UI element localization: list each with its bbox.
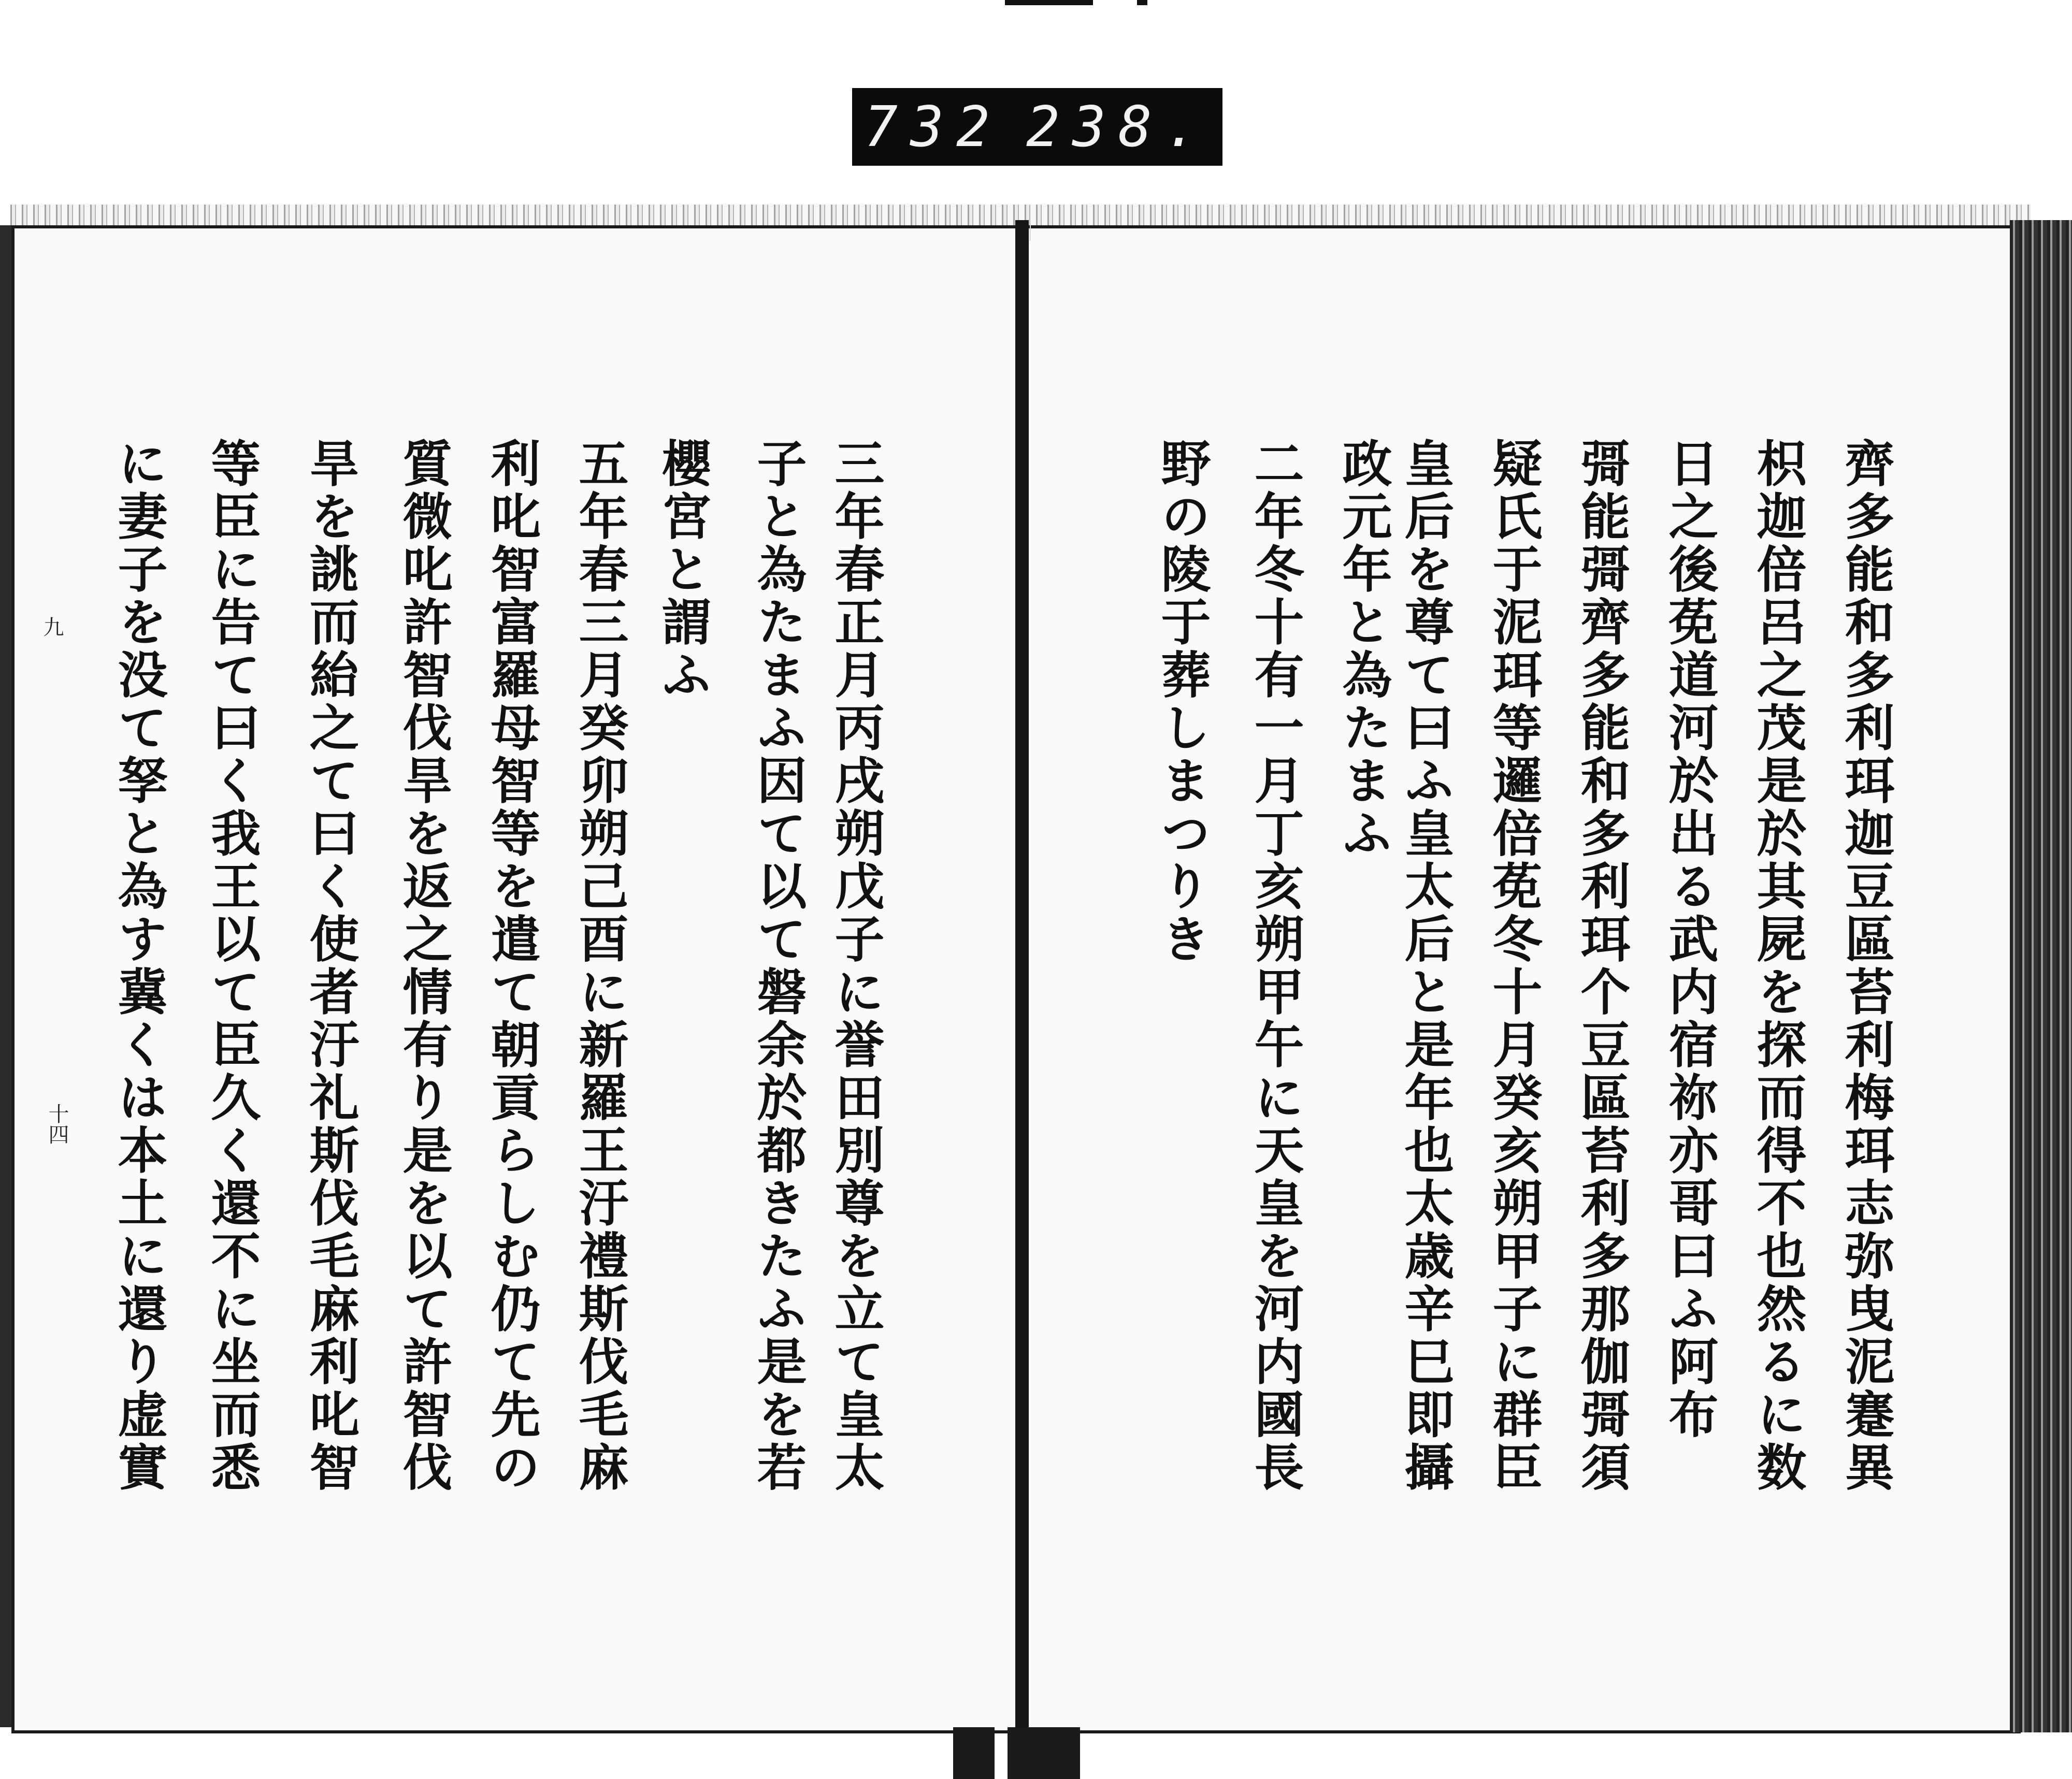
right-column-5: 疑氏于泥珥等邏倍莬冬十月癸亥朔甲子に群臣 (1485, 438, 1543, 1494)
page-marker-nine: 九 (40, 616, 64, 637)
right-column-8: 二年冬十有一月丁亥朔甲午に天皇を河内國長 (1246, 438, 1305, 1494)
left-column-8: 等臣に告て曰く我王以て臣久く還不に坐而悉 (203, 438, 262, 1494)
left-column-1: 三年春正月丙戌朔戊子に誉田別尊を立て皇太 (827, 438, 885, 1494)
right-column-6: 皇后を尊て曰ふ皇太后と是年也太歳辛巳即攝 (1397, 438, 1455, 1494)
bottom-binding-right (1008, 1727, 1080, 1779)
bottom-binding-left (953, 1727, 995, 1779)
page-marker-fourteen: 十四 (45, 1103, 69, 1145)
top-edge-strip-right (1137, 0, 1147, 5)
left-column-5: 利叱智富羅母智等を遣て朝貢らしむ仍て先の (483, 438, 541, 1494)
right-column-2: 枳迦倍呂之茂是於其屍を探而得不也然るに数 (1749, 438, 1807, 1494)
right-column-4: 彁能彁齊多能和多利珥个豆區苔利多那伽彁須 (1573, 438, 1631, 1494)
frame-number-right: 238. (1026, 94, 1211, 160)
left-column-6: 質微叱許智伐旱を返之情有り是を以て許智伐 (395, 438, 453, 1494)
film-frame-label (852, 88, 1222, 166)
frame-number-left: 732 (864, 94, 1003, 160)
left-column-7: 旱を誂而紿之て曰く使者汙礼斯伐毛麻利叱智 (301, 438, 360, 1494)
right-column-7: 政元年と為たまふ (1334, 438, 1393, 860)
right-column-1: 齊多能和多利珥迦豆區苔利梅珥志弥曳泥蹇異 (1837, 438, 1895, 1494)
book-right-edge (2010, 220, 2072, 1732)
left-column-2: 子と為たまふ因て以て磐余於都きたふ是を若 (749, 438, 808, 1494)
book-spine (1015, 220, 1029, 1732)
left-column-3: 櫻宮と謂ふ (654, 438, 712, 702)
left-column-9: に妻子を没て孥と為す冀くは本土に還り虚實 (110, 438, 168, 1494)
right-column-9: 野の陵于葬しまつりき (1153, 438, 1212, 966)
right-column-3: 日之後莬道河於出る武内宿祢亦哥曰ふ阿布 (1661, 438, 1719, 1441)
left-column-4: 五年春三月癸卯朔己酉に新羅王汙禮斯伐毛麻 (571, 438, 629, 1494)
top-edge-strip-left (1005, 0, 1093, 5)
